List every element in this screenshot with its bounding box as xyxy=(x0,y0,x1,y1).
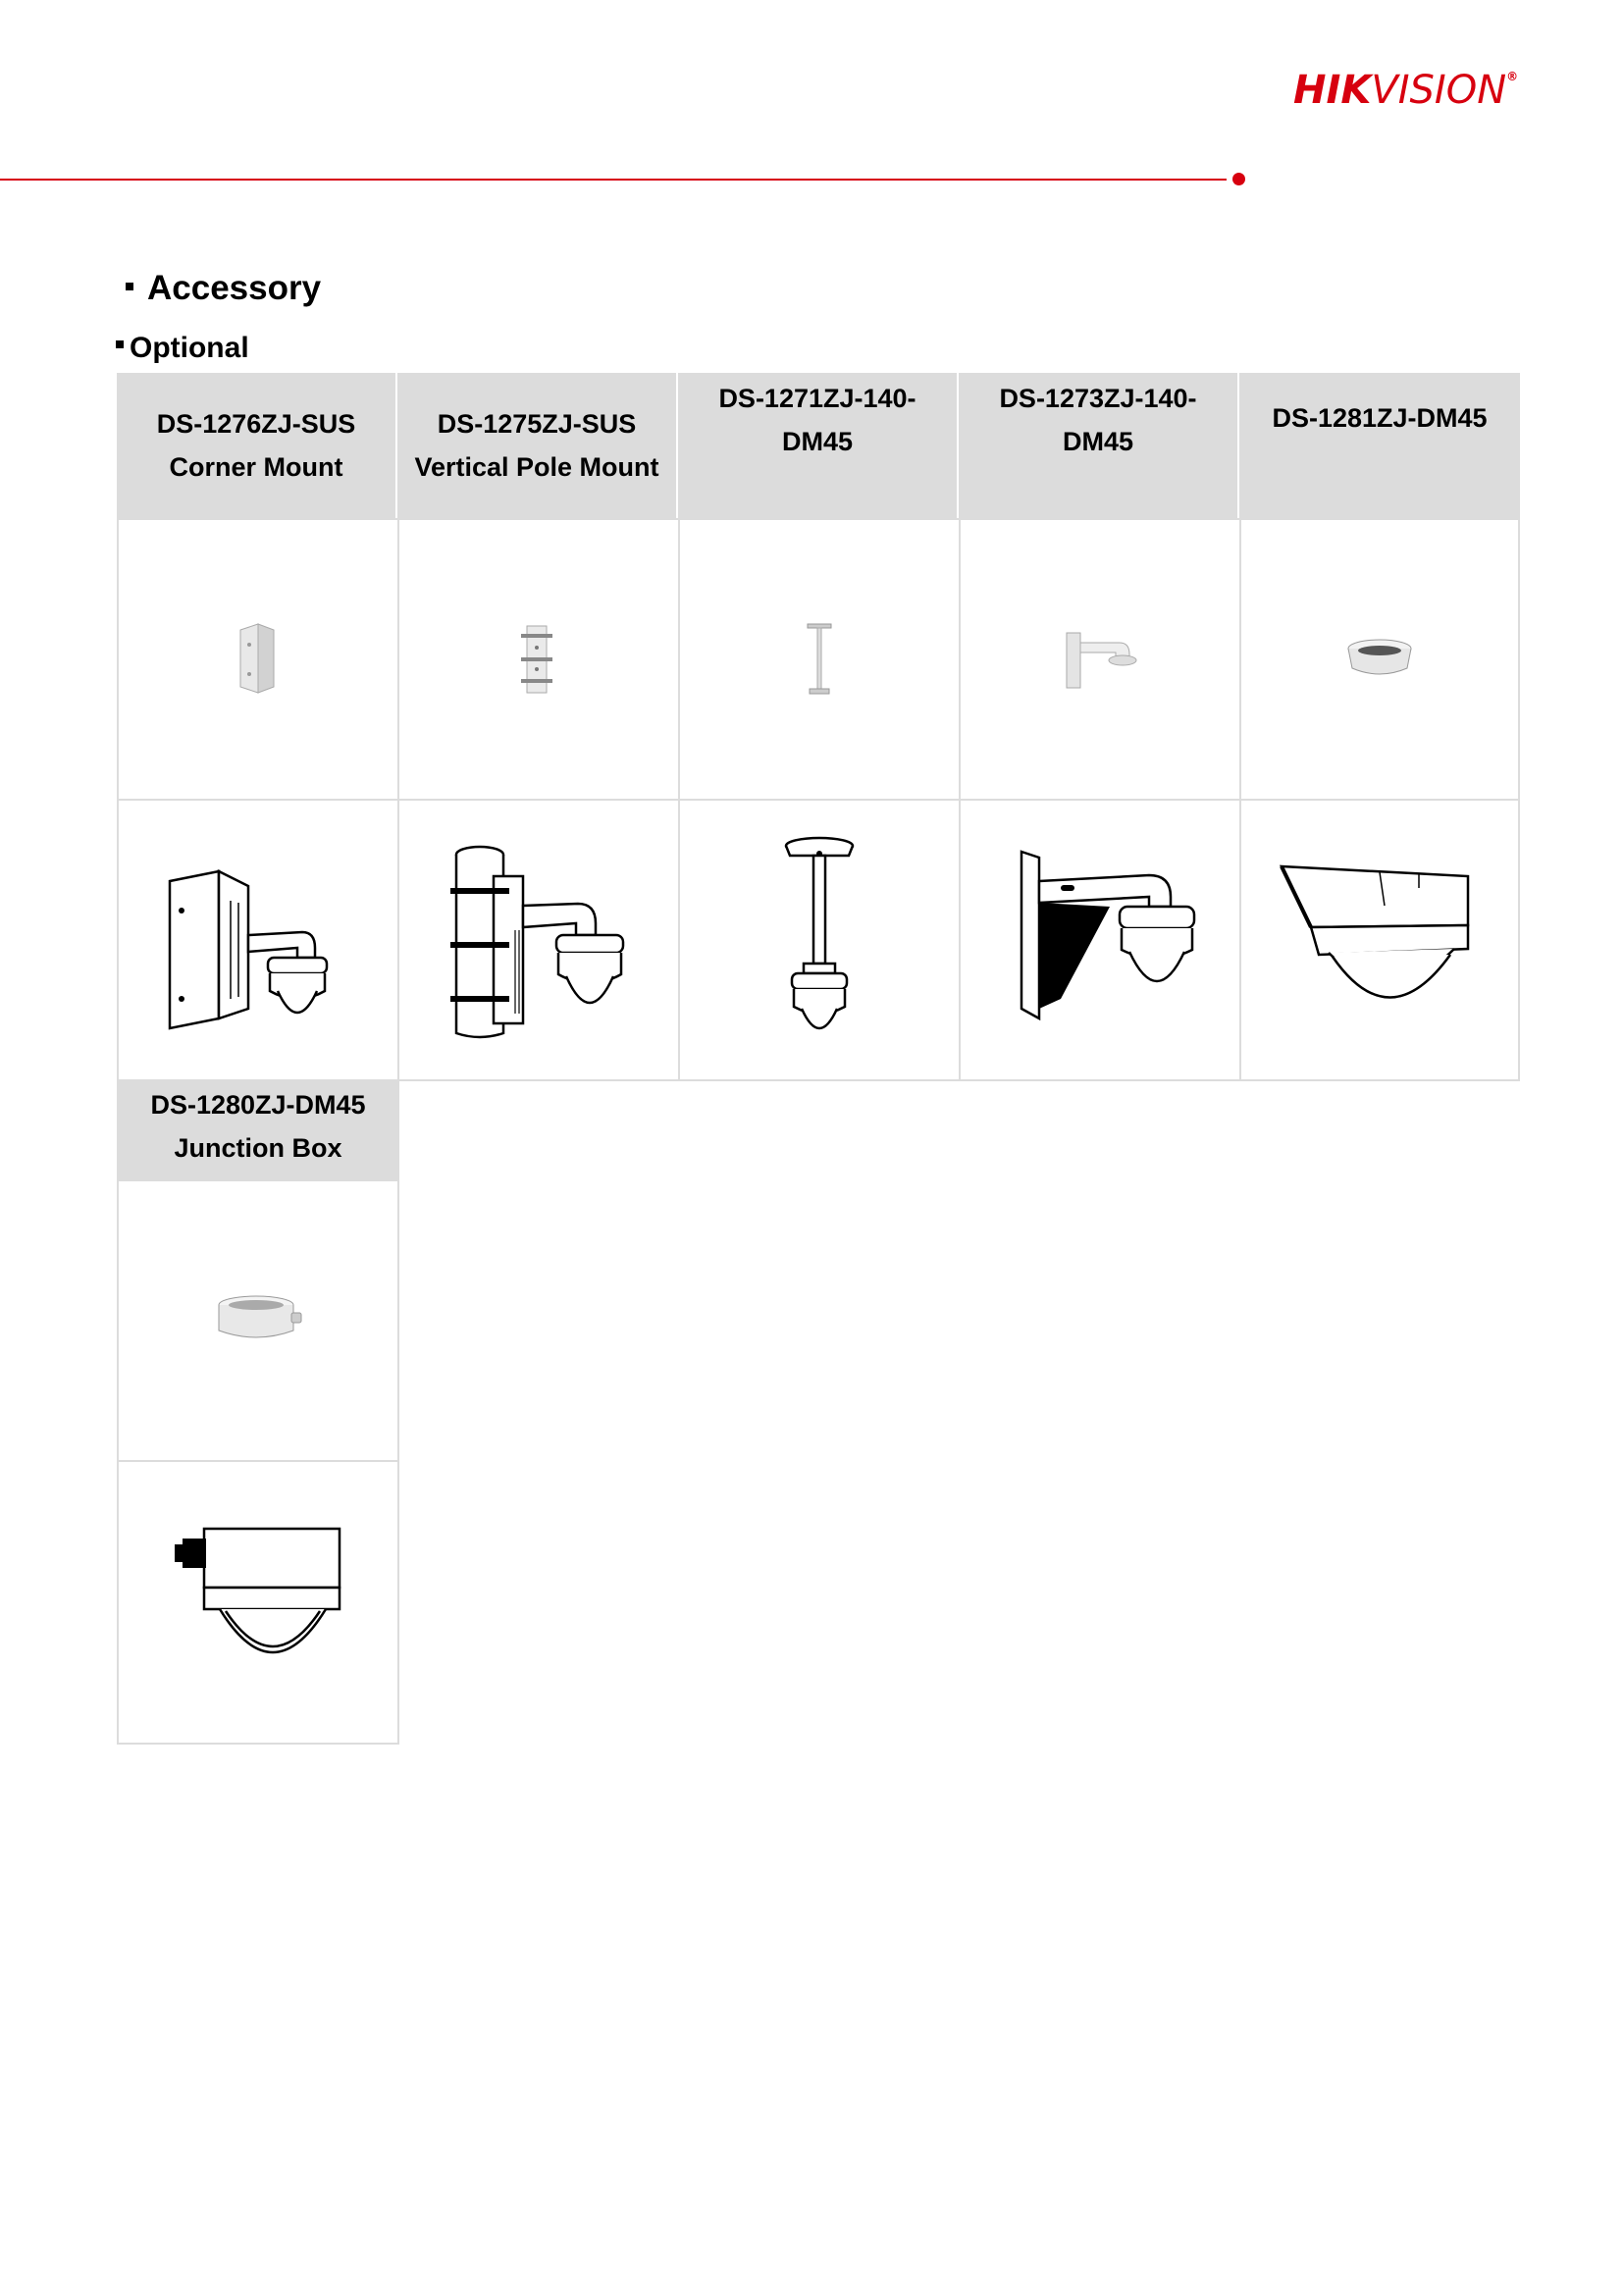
corner-mount-icon xyxy=(229,620,288,699)
corner-mount-camera-diagram-icon xyxy=(150,842,366,1038)
accessory-diagram-cell-2 xyxy=(397,799,680,1081)
accessory-header-2: DS-1275ZJ-SUS Vertical Pole Mount xyxy=(397,373,678,518)
header-rule-dot xyxy=(1232,173,1245,185)
accessory-diagram-cell-1 xyxy=(117,799,399,1081)
accessory-photo-cell-6 xyxy=(117,1179,399,1462)
junction-box-icon xyxy=(209,1291,307,1350)
accessory-diagram-cell-4 xyxy=(959,799,1241,1081)
accessory-diagram-cell-5 xyxy=(1239,799,1520,1081)
bullet-icon xyxy=(116,340,124,348)
accessory-header-5: DS-1281ZJ-DM45 xyxy=(1239,373,1520,518)
accessory-photo-cell-4 xyxy=(959,518,1241,801)
accessory-header-6: DS-1280ZJ-DM45 Junction Box xyxy=(117,1079,399,1179)
wall-mount-icon xyxy=(1061,625,1139,694)
wall-mount-camera-diagram-icon xyxy=(1002,842,1198,1038)
accessory-diagram-cell-6 xyxy=(117,1460,399,1745)
pole-mount-icon xyxy=(509,620,568,699)
subsection-title: Optional xyxy=(116,332,249,365)
accessory-header-1: DS-1276ZJ-SUS Corner Mount xyxy=(117,373,397,518)
section-title: Accessory xyxy=(126,269,321,308)
junction-box-camera-diagram-icon xyxy=(165,1509,351,1696)
pendant-mount-camera-diagram-icon xyxy=(760,832,878,1048)
accessory-photo-cell-3 xyxy=(678,518,961,801)
accessory-diagram-cell-3 xyxy=(678,799,961,1081)
pendant-mount-icon xyxy=(800,620,839,699)
inclined-ceiling-mount-icon xyxy=(1340,635,1419,684)
header-rule xyxy=(0,179,1227,181)
accessory-header-4: DS-1273ZJ-140- DM45 xyxy=(959,373,1239,518)
accessory-photo-cell-5 xyxy=(1239,518,1520,801)
inclined-mount-camera-diagram-icon xyxy=(1272,847,1488,1033)
accessory-header-3: DS-1271ZJ-140- DM45 xyxy=(678,373,959,518)
bullet-icon xyxy=(126,283,133,290)
hikvision-logo: HIKVISION® xyxy=(1293,68,1519,113)
pole-mount-camera-diagram-icon xyxy=(431,837,647,1043)
accessory-photo-cell-2 xyxy=(397,518,680,801)
accessory-photo-cell-1 xyxy=(117,518,399,801)
